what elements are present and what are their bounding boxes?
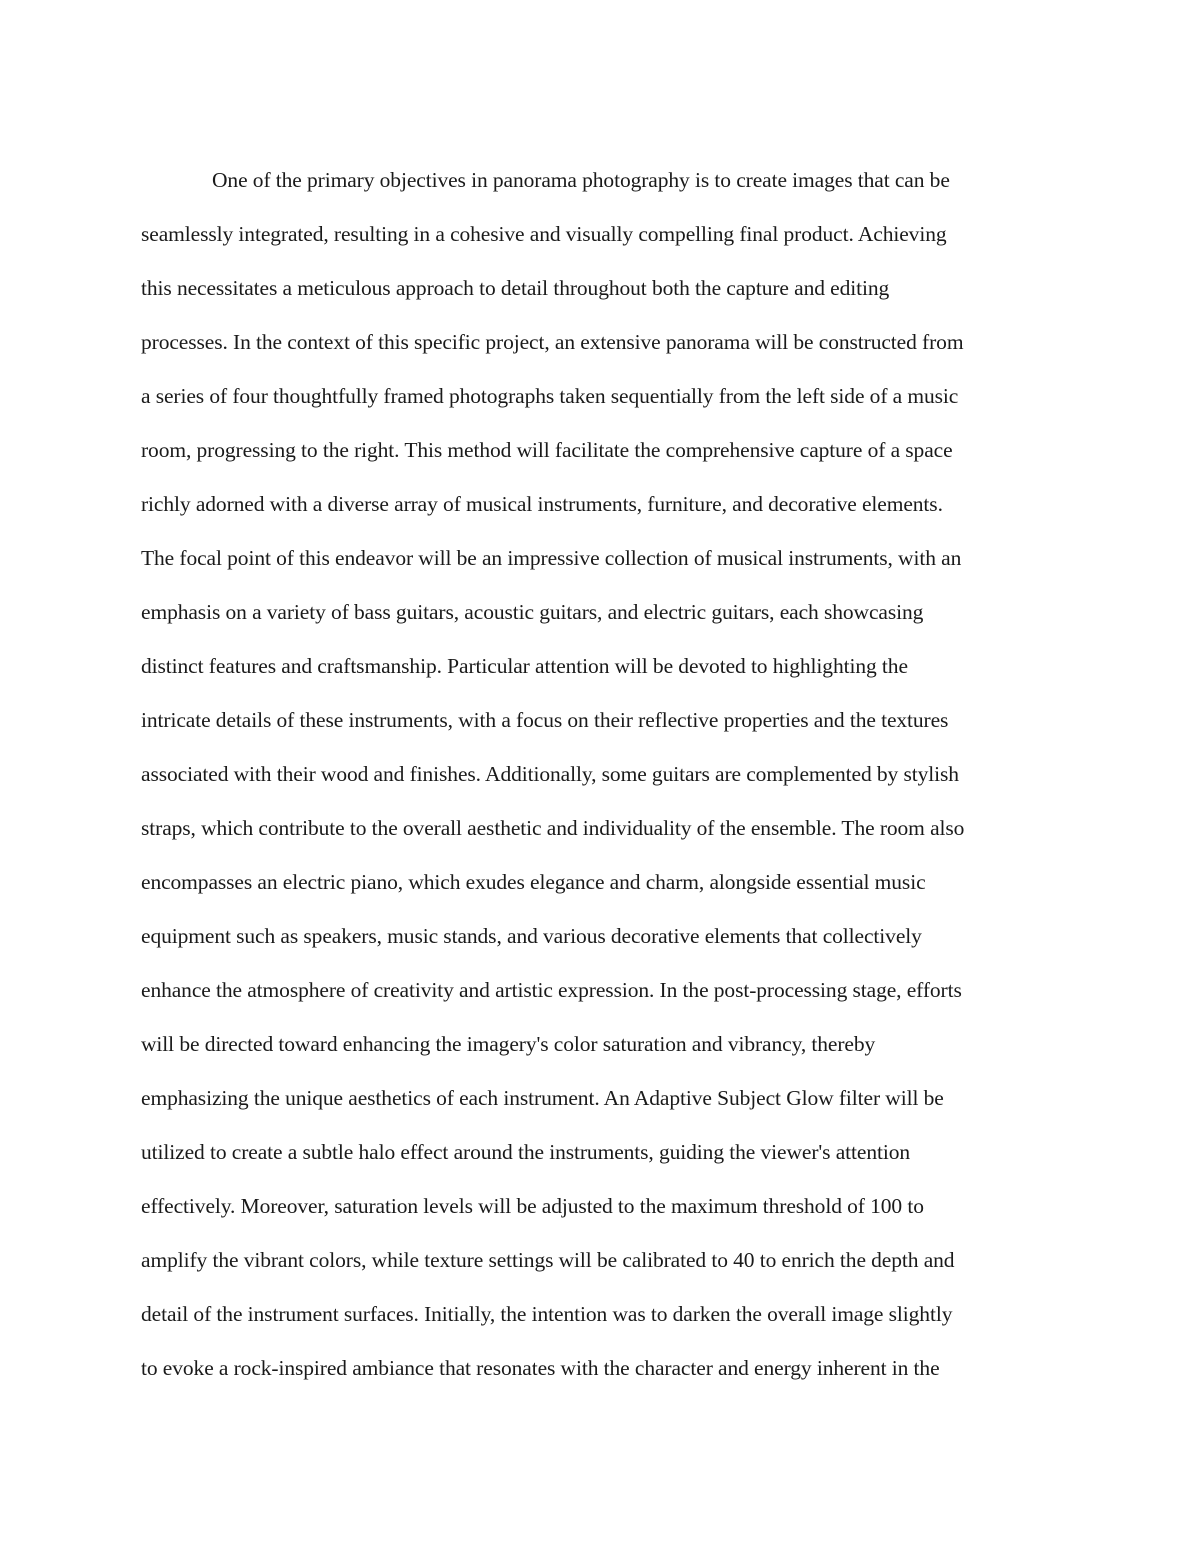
paragraph-line: a series of four thoughtfully framed photographs taken sequentially from the left side of a music bbox=[141, 384, 959, 408]
paragraph-line: intricate details of these instruments, with a focus on their reflective properties and the textures bbox=[141, 708, 949, 732]
paragraph-line: room, progressing to the right. This method will facilitate the comprehensive capture of a space bbox=[141, 438, 953, 462]
paragraph-line: detail of the instrument surfaces. Initially, the intention was to darken the overall image slightly bbox=[141, 1302, 953, 1326]
paragraph-line: straps, which contribute to the overall aesthetic and individuality of the ensemble. The room also bbox=[141, 816, 965, 840]
paragraph-line: effectively. Moreover, saturation levels will be adjusted to the maximum threshold of 100 to bbox=[141, 1194, 924, 1218]
paragraph-line: richly adorned with a diverse array of musical instruments, furniture, and decorative elements. bbox=[141, 492, 943, 516]
paragraph-line: associated with their wood and finishes. Additionally, some guitars are complemented by stylish bbox=[141, 762, 959, 786]
paragraph-line: will be directed toward enhancing the imagery's color saturation and vibrancy, thereby bbox=[141, 1032, 876, 1056]
paragraph-line: encompasses an electric piano, which exudes elegance and charm, alongside essential music bbox=[141, 870, 926, 894]
paragraph-line: distinct features and craftsmanship. Particular attention will be devoted to highlighting the bbox=[141, 654, 908, 678]
paragraph-line: processes. In the context of this specific project, an extensive panorama will be constructed from bbox=[141, 330, 964, 354]
paragraph-line: seamlessly integrated, resulting in a cohesive and visually compelling final product. Achieving bbox=[141, 222, 947, 246]
paragraph-line: equipment such as speakers, music stands, and various decorative elements that collectively bbox=[141, 924, 922, 948]
paragraph-line: utilized to create a subtle halo effect around the instruments, guiding the viewer's attention bbox=[141, 1140, 911, 1164]
paragraph-line: emphasizing the unique aesthetics of each instrument. An Adaptive Subject Glow filter will be bbox=[141, 1086, 944, 1110]
paragraph-line: The focal point of this endeavor will be an impressive collection of musical instruments, with an bbox=[141, 546, 962, 570]
paragraph-line: amplify the vibrant colors, while texture settings will be calibrated to 40 to enrich the depth and bbox=[141, 1248, 955, 1272]
paragraph-line: emphasis on a variety of bass guitars, acoustic guitars, and electric guitars, each showcasing bbox=[141, 600, 924, 624]
body-paragraph bbox=[141, 161, 1071, 1403]
paragraph-line: One of the primary objectives in panorama photography is to create images that can be bbox=[212, 168, 950, 192]
paragraph-line: this necessitates a meticulous approach to detail throughout both the capture and editing bbox=[141, 276, 890, 300]
paragraph-line: to evoke a rock-inspired ambiance that resonates with the character and energy inherent in the bbox=[141, 1356, 940, 1380]
paragraph-line: enhance the atmosphere of creativity and artistic expression. In the post-processing stage, efforts bbox=[141, 978, 962, 1002]
